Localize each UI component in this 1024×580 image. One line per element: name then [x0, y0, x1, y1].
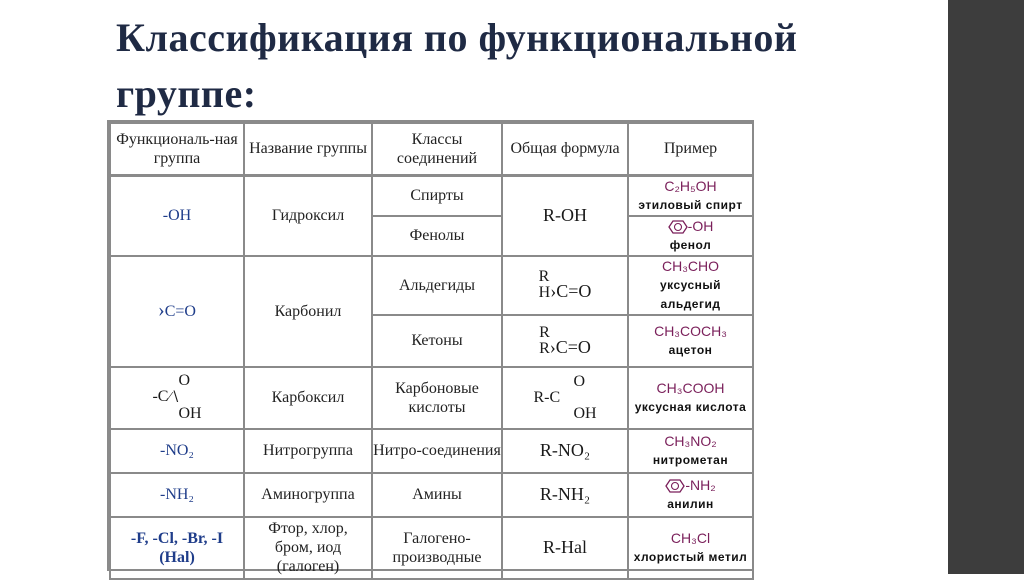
- classification-table: [107, 120, 754, 575]
- header-general-formula: Общая формула: [502, 123, 628, 175]
- group-name-cell: Гидроксил: [244, 175, 372, 256]
- example-cell: [628, 429, 753, 473]
- right-sidebar-bar: [948, 0, 1024, 574]
- formula-cell: R-NH₂: [502, 473, 628, 517]
- page-title: Классификация по функциональной группе:: [116, 15, 798, 116]
- example-formula: CH₃NO₂: [664, 432, 717, 449]
- header-compound-classes: Классы соединений: [372, 123, 502, 175]
- example-name: нитрометан: [652, 452, 729, 467]
- example-formula: CH₃COCH₃: [654, 322, 727, 339]
- example-cell: [628, 517, 753, 579]
- header-group-name: Название группы: [244, 123, 372, 175]
- group-name-cell: Нитрогруппа: [244, 429, 372, 473]
- example-formula-with-ring: -NH₂: [629, 476, 752, 495]
- class-cell: Галогено-производные: [372, 517, 502, 579]
- class-cell: Альдегиды: [372, 256, 502, 315]
- example-name: фенол: [669, 237, 712, 252]
- class-cell: Нитро-соединения: [372, 429, 502, 473]
- class-cell: Кетоны: [372, 315, 502, 367]
- table-row: [110, 175, 753, 216]
- formula-cell: R-OH: [502, 175, 628, 256]
- table-row: [110, 473, 753, 517]
- example-name: этиловый спирт: [638, 197, 743, 212]
- group-name-cell: Карбоксил: [244, 367, 372, 429]
- class-cell: Фенолы: [372, 216, 502, 256]
- table-row: [110, 429, 753, 473]
- group-name-cell: Аминогруппа: [244, 473, 372, 517]
- formula-cell: O R-C OH: [502, 367, 628, 429]
- group-cell: -NO₂: [110, 429, 244, 473]
- group-cell: ›C=O: [110, 256, 244, 367]
- example-name: ацетон: [668, 342, 713, 357]
- class-cell: Карбоновые кислоты: [372, 367, 502, 429]
- class-cell: Амины: [372, 473, 502, 517]
- example-name: анилин: [667, 496, 714, 511]
- benzene-ring-icon: [668, 220, 688, 234]
- example-formula: CH₃CHO: [661, 257, 720, 274]
- table-row: [110, 517, 753, 579]
- example-cell: [628, 256, 753, 315]
- example-cell: [628, 175, 753, 216]
- group-cell: -F, -Cl, -Br, -I (Hal): [110, 517, 244, 579]
- header-functional-group: Функциональ-ная группа: [110, 123, 244, 175]
- example-cell: [628, 367, 753, 429]
- group-cell: -NH₂: [110, 473, 244, 517]
- example-formula: CH₃COOH: [656, 379, 725, 396]
- formula-cell: R H›C=O: [502, 256, 628, 315]
- group-name-cell: Фтор, хлор, бром, иод (галоген): [244, 517, 372, 579]
- formula-cell: R-Hal: [502, 517, 628, 579]
- table-row: [110, 367, 753, 429]
- table-row: [110, 256, 753, 315]
- example-name: хлористый метил: [633, 549, 748, 564]
- example-formula-with-ring: -OH: [629, 217, 752, 236]
- example-cell: [628, 315, 753, 367]
- group-cell: O -C⁄∖ OH: [110, 367, 244, 429]
- formula-cell: R R›C=O: [502, 315, 628, 367]
- example-name: уксусный альдегид: [659, 277, 722, 311]
- example-formula: CH₃Cl: [670, 529, 711, 546]
- group-cell: -OH: [110, 175, 244, 256]
- header-example: Пример: [628, 123, 753, 175]
- formula-cell: R-NO₂: [502, 429, 628, 473]
- table-header-row: [110, 123, 753, 175]
- example-cell: [628, 216, 753, 256]
- benzene-ring-icon: [665, 479, 685, 493]
- class-cell: Спирты: [372, 175, 502, 216]
- example-cell: [628, 473, 753, 517]
- example-formula: C₂H₅OH: [664, 177, 717, 194]
- example-name: уксусная кислота: [634, 399, 747, 414]
- group-name-cell: Карбонил: [244, 256, 372, 367]
